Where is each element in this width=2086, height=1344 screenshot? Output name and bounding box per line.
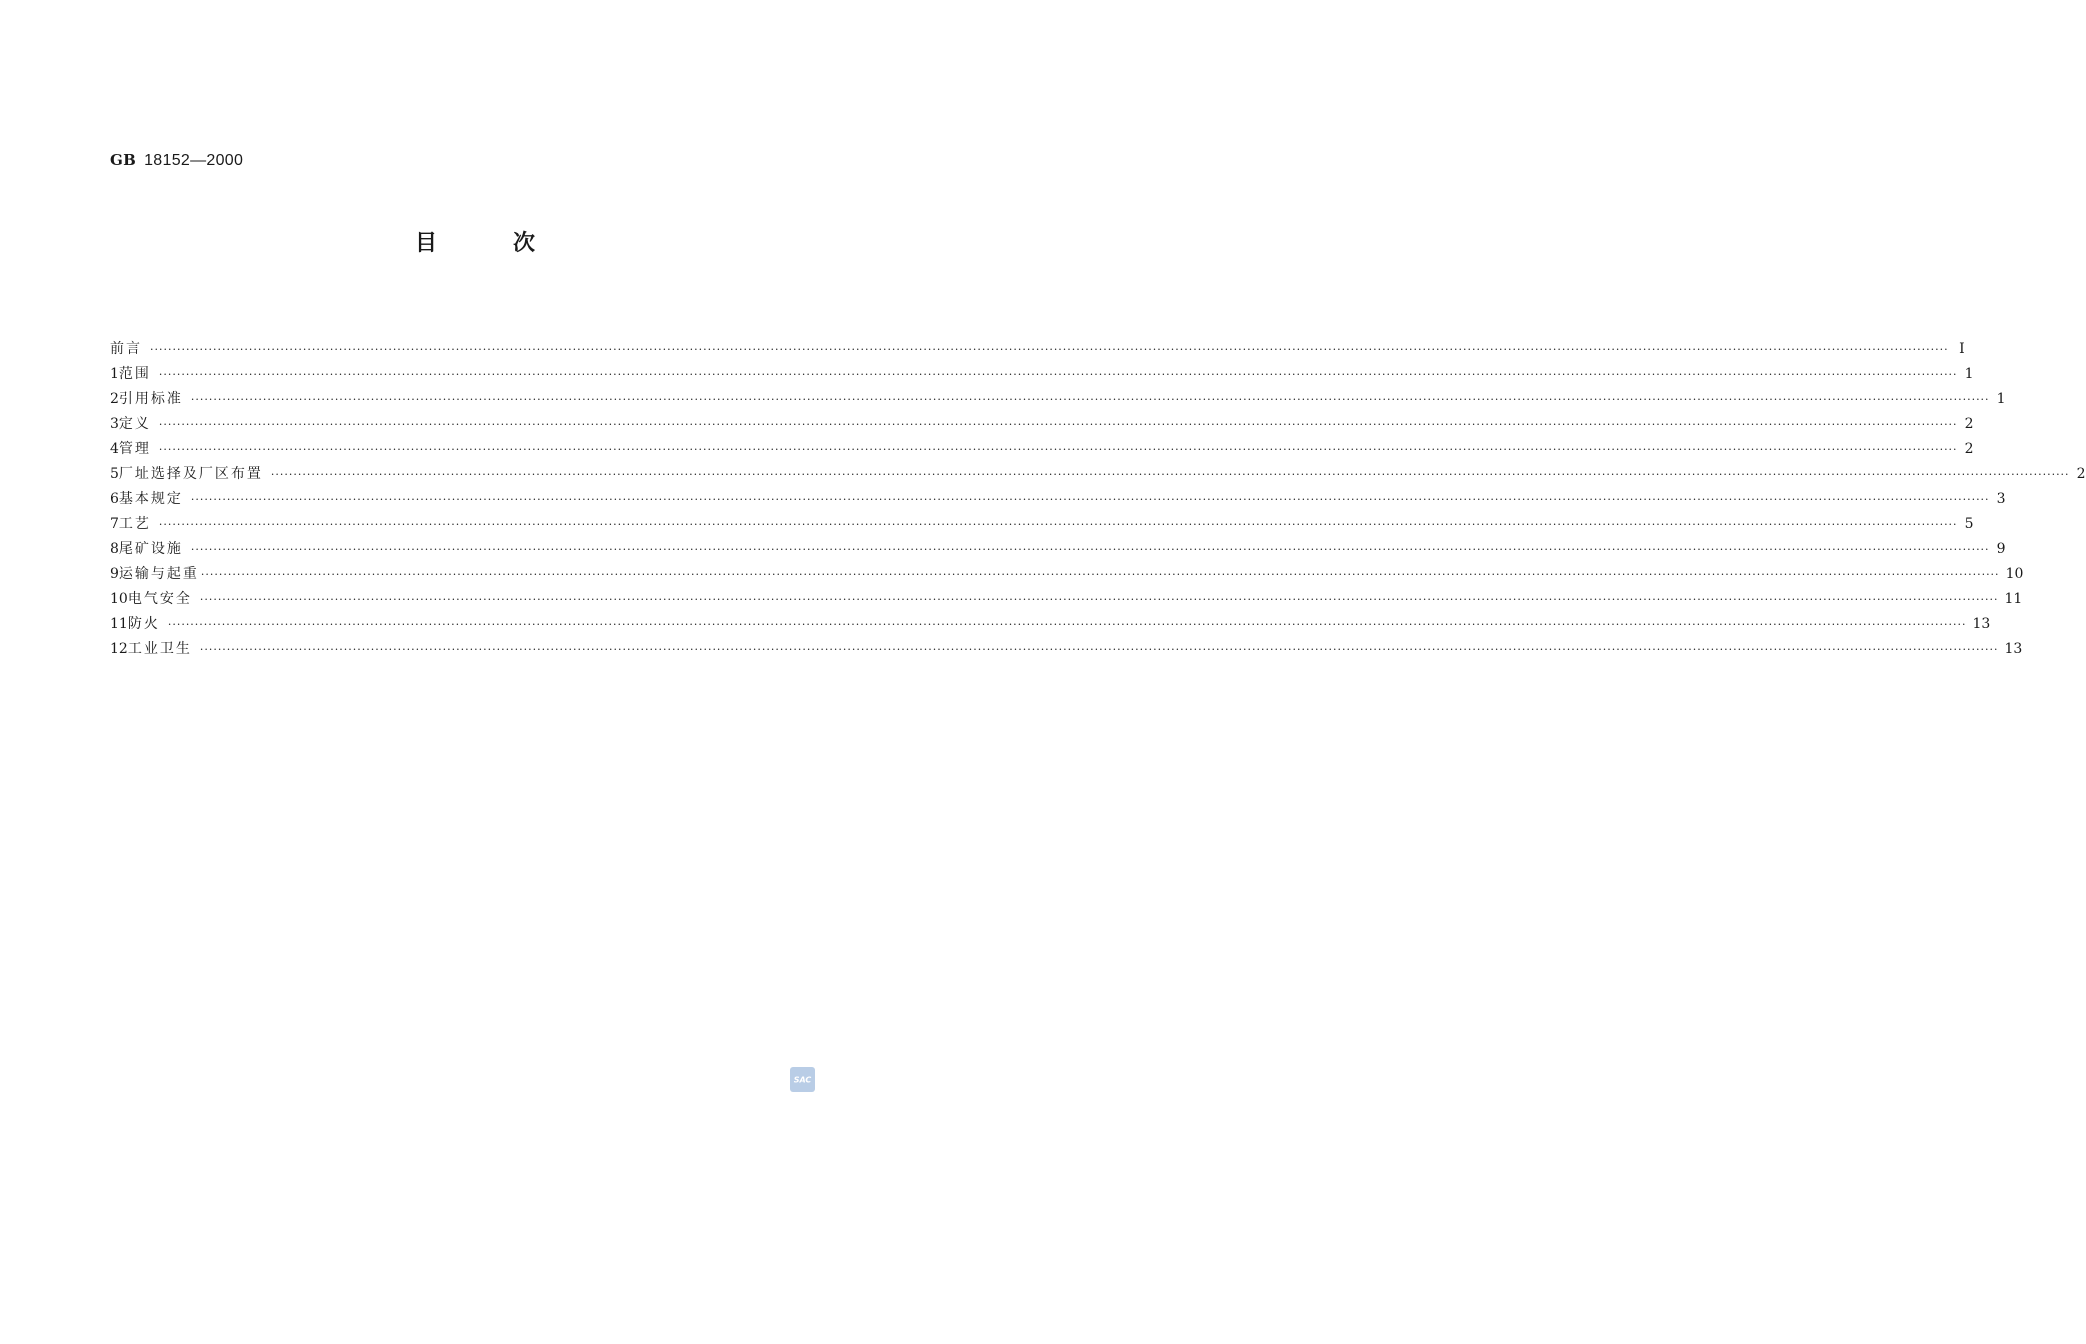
toc-entry[interactable] <box>110 462 2086 487</box>
dot-leader: ················································································································································································································································································································································································································ <box>199 643 1999 656</box>
toc-entry-page: 2 <box>1964 416 1974 432</box>
toc-entry[interactable] <box>110 562 2024 587</box>
toc-entry-label: 管理 <box>118 441 151 457</box>
svg-text:SAC: SAC <box>793 1075 812 1085</box>
toc-entry[interactable] <box>110 487 2006 512</box>
toc-entry-page: 3 <box>1996 491 2006 507</box>
toc-entry-page: 5 <box>1964 516 1974 532</box>
toc-entry[interactable] <box>110 587 2023 612</box>
toc-entry[interactable] <box>110 412 1974 437</box>
toc-entry-label: 范围 <box>118 366 151 382</box>
toc-entry-number: 2 <box>110 391 119 407</box>
dot-leader: ················································································································································································································································································································································································································ <box>270 468 2070 481</box>
toc-entry-label: 防火 <box>127 616 160 632</box>
toc-entry[interactable] <box>110 387 2006 412</box>
toc-entry-label: 电气安全 <box>127 591 192 607</box>
toc-entry-page: 2 <box>2076 466 2086 482</box>
dot-leader: ················································································································································································································································································································································································································ <box>167 618 1967 631</box>
toc-entry-number: 1 <box>110 366 119 382</box>
toc-entry-page: 11 <box>2004 591 2023 607</box>
toc-entry-page: 10 <box>2005 566 2024 582</box>
title-char-2: 次 <box>513 231 536 256</box>
title-char-1: 目 <box>414 231 437 256</box>
dot-leader: ················································································································································································································································································································································································································ <box>158 518 1958 531</box>
toc-entry-number: 3 <box>110 416 119 432</box>
page-title <box>0 226 950 257</box>
toc-entry-label: 运输与起重 <box>118 566 199 582</box>
toc-entry-label: 前言 <box>110 341 142 357</box>
toc-entry-page: 9 <box>1996 541 2006 557</box>
toc-entry[interactable] <box>110 362 1974 387</box>
dot-leader: ················································································································································································································································································································································································································ <box>158 443 1958 456</box>
toc-entry-label: 基本规定 <box>118 491 183 507</box>
dot-leader: ················································································································································································································································································································································································································ <box>158 418 1958 431</box>
standard-code <box>110 151 243 170</box>
sac-logo-icon <box>790 1067 815 1092</box>
toc-entry-number: 11 <box>110 616 128 632</box>
dot-leader: ················································································································································································································································································································································································································ <box>190 393 1990 406</box>
dot-leader: ················································································································································································································································································································································································································ <box>190 543 1990 556</box>
toc-entry-number: 8 <box>110 541 119 557</box>
toc-entry[interactable] <box>110 612 1991 637</box>
toc-entry-number: 5 <box>110 466 119 482</box>
dot-leader: ················································································································································································································································································································································································································ <box>190 493 1990 506</box>
toc-entry-page: 2 <box>1964 441 1974 457</box>
toc-entry[interactable] <box>110 637 2023 662</box>
dot-leader: ················································································································································································································································································································································································································ <box>200 568 2000 581</box>
toc-entry-page: I <box>1959 341 1965 357</box>
toc-entry-page: 13 <box>2004 641 2023 657</box>
toc-entry-label: 尾矿设施 <box>118 541 183 557</box>
table-of-contents <box>110 337 2086 662</box>
dot-leader: ················································································································································································································································································································································································································ <box>158 368 1958 381</box>
toc-entry-label: 引用标准 <box>118 391 183 407</box>
toc-entry[interactable] <box>110 512 1974 537</box>
dot-leader: ················································································································································································································································································································································································································ <box>199 593 1999 606</box>
toc-entry[interactable] <box>110 537 2006 562</box>
standard-number: 18152—2000 <box>144 152 244 169</box>
toc-entry-page: 1 <box>1964 366 1974 382</box>
toc-entry-label: 工业卫生 <box>127 641 192 657</box>
standard-prefix: GB <box>110 151 137 169</box>
toc-entry-number: 10 <box>110 591 128 607</box>
toc-entry-page: 1 <box>1996 391 2006 407</box>
toc-entry-label: 工艺 <box>118 516 151 532</box>
toc-entry-label: 厂址选择及厂区布置 <box>118 466 263 482</box>
toc-entry-number: 6 <box>110 491 119 507</box>
toc-entry-number: 7 <box>110 516 119 532</box>
toc-entry-number: 9 <box>110 566 119 582</box>
toc-entry[interactable] <box>110 337 1965 362</box>
toc-entry-label: 定义 <box>118 416 151 432</box>
toc-entry[interactable] <box>110 437 1974 462</box>
dot-leader: ················································································································································································································································································································································································································ <box>150 343 1949 356</box>
toc-entry-number: 12 <box>110 641 128 657</box>
toc-entry-page: 13 <box>1972 616 1991 632</box>
toc-entry-number: 4 <box>110 441 119 457</box>
